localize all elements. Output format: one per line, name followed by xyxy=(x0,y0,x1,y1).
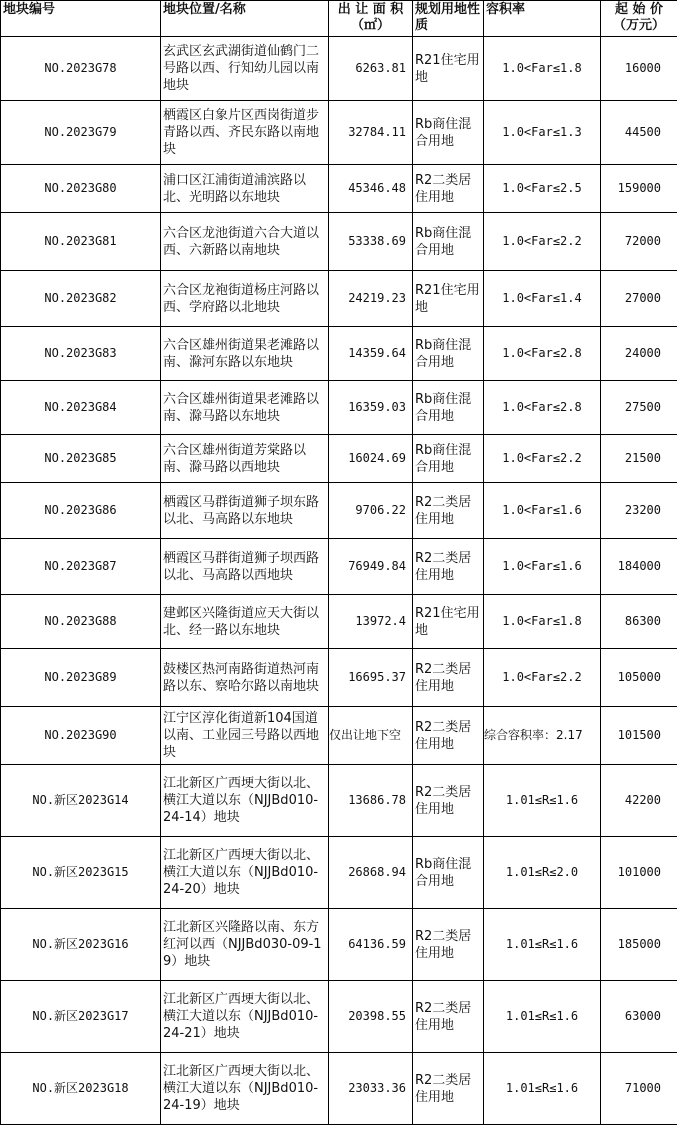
area-cell: 64136.59 xyxy=(329,909,413,981)
parcel-id-cell: NO.2023G84 xyxy=(1,381,161,435)
parcel-id-cell: NO.2023G80 xyxy=(1,165,161,213)
far-cell: 1.0<Far≤1.8 xyxy=(484,37,601,101)
land-use-cell: R2二类居住用地 xyxy=(413,165,484,213)
start-price-cell: 21500 xyxy=(601,435,677,483)
area-cell: 6263.81 xyxy=(329,37,413,101)
far-cell: 1.0<Far≤1.6 xyxy=(484,539,601,595)
area-cell: 14359.64 xyxy=(329,327,413,381)
location-cell: 六合区雄州街道芳棠路以南、滁马路以西地块 xyxy=(161,435,329,483)
far-cell: 1.01≤R≤1.6 xyxy=(484,909,601,981)
start-price-cell: 23200 xyxy=(601,483,677,539)
header-area: 出 让 面 积（㎡） xyxy=(329,1,413,37)
area-cell: 32784.11 xyxy=(329,101,413,165)
far-cell: 1.0<Far≤2.2 xyxy=(484,213,601,271)
location-cell: 江北新区广西埂大街以北、横江大道以东（NJJBd010-24-14）地块 xyxy=(161,765,329,837)
far-cell: 1.0<Far≤2.5 xyxy=(484,165,601,213)
area-cell: 76949.84 xyxy=(329,539,413,595)
land-use-cell: R2二类居住用地 xyxy=(413,981,484,1053)
parcel-id-cell: NO.2023G86 xyxy=(1,483,161,539)
location-cell: 建邺区兴隆街道应天大街以北、经一路以东地块 xyxy=(161,595,329,649)
land-use-cell: Rb商住混合用地 xyxy=(413,381,484,435)
parcel-id-cell: NO.2023G88 xyxy=(1,595,161,649)
land-use-cell: R2二类居住用地 xyxy=(413,483,484,539)
start-price-cell: 105000 xyxy=(601,649,677,707)
location-cell: 六合区龙袍街道杨庄河路以西、学府路以北地块 xyxy=(161,271,329,327)
area-cell: 16359.03 xyxy=(329,381,413,435)
start-price-cell: 101000 xyxy=(601,837,677,909)
table-row xyxy=(1,37,677,101)
far-cell: 1.0<Far≤2.8 xyxy=(484,381,601,435)
start-price-cell: 101500 xyxy=(601,707,677,765)
parcel-id-cell: NO.2023G87 xyxy=(1,539,161,595)
far-cell: 1.01≤R≤1.6 xyxy=(484,765,601,837)
far-cell: 综合容积率：2.17 xyxy=(484,707,601,765)
parcel-id-cell: NO.2023G83 xyxy=(1,327,161,381)
land-use-cell: R21住宅用地 xyxy=(413,37,484,101)
start-price-cell: 16000 xyxy=(601,37,677,101)
area-cell: 23033.36 xyxy=(329,1053,413,1125)
land-use-cell: R21住宅用地 xyxy=(413,595,484,649)
parcel-id-cell: NO.2023G85 xyxy=(1,435,161,483)
location-cell: 六合区龙池街道六合大道以西、六新路以南地块 xyxy=(161,213,329,271)
area-cell: 13972.4 xyxy=(329,595,413,649)
land-use-cell: Rb商住混合用地 xyxy=(413,435,484,483)
parcel-id-cell: NO.2023G78 xyxy=(1,37,161,101)
far-cell: 1.0<Far≤1.3 xyxy=(484,101,601,165)
start-price-cell: 159000 xyxy=(601,165,677,213)
location-cell: 江北新区广西埂大街以北、横江大道以东（NJJBd010-24-20）地块 xyxy=(161,837,329,909)
far-cell: 1.01≤R≤1.6 xyxy=(484,981,601,1053)
header-parcel-id: 地块编号 xyxy=(1,1,161,37)
location-cell: 浦口区江浦街道浦滨路以北、光明路以东地块 xyxy=(161,165,329,213)
area-cell: 45346.48 xyxy=(329,165,413,213)
far-cell: 1.0<Far≤2.8 xyxy=(484,327,601,381)
header-start-price: 起 始 价（万元） xyxy=(601,1,677,37)
area-cell: 13686.78 xyxy=(329,765,413,837)
area-cell: 9706.22 xyxy=(329,483,413,539)
parcel-id-cell: NO.新区2023G17 xyxy=(1,981,161,1053)
header-land-use: 规划用地性质 xyxy=(413,1,484,37)
location-cell: 栖霞区白象片区西岗街道步青路以西、齐民东路以南地块 xyxy=(161,101,329,165)
start-price-cell: 44500 xyxy=(601,101,677,165)
table-row xyxy=(1,213,677,271)
start-price-cell: 185000 xyxy=(601,909,677,981)
area-cell: 16695.37 xyxy=(329,649,413,707)
start-price-cell: 86300 xyxy=(601,595,677,649)
area-cell: 仅出让地下空 xyxy=(329,707,413,765)
parcel-id-cell: NO.2023G89 xyxy=(1,649,161,707)
parcel-id-cell: NO.2023G79 xyxy=(1,101,161,165)
far-cell: 1.0<Far≤1.4 xyxy=(484,271,601,327)
header-location: 地块位置/名称 xyxy=(161,1,329,37)
land-use-cell: R2二类居住用地 xyxy=(413,1053,484,1125)
table-row xyxy=(1,483,677,539)
location-cell: 六合区雄州街道果老滩路以南、滁河东路以东地块 xyxy=(161,327,329,381)
far-cell: 1.0<Far≤1.6 xyxy=(484,483,601,539)
land-use-cell: Rb商住混合用地 xyxy=(413,837,484,909)
parcel-id-cell: NO.2023G90 xyxy=(1,707,161,765)
table-row xyxy=(1,435,677,483)
table-row xyxy=(1,765,677,837)
parcel-id-cell: NO.2023G81 xyxy=(1,213,161,271)
table-row xyxy=(1,381,677,435)
land-use-cell: R2二类居住用地 xyxy=(413,649,484,707)
parcel-id-cell: NO.新区2023G18 xyxy=(1,1053,161,1125)
start-price-cell: 42200 xyxy=(601,765,677,837)
location-cell: 江宁区淳化街道新104国道以南、工业园三号路以西地块 xyxy=(161,707,329,765)
header-row xyxy=(1,1,677,37)
parcel-id-cell: NO.新区2023G16 xyxy=(1,909,161,981)
start-price-cell: 27000 xyxy=(601,271,677,327)
location-cell: 江北新区广西埂大街以北、横江大道以东（NJJBd010-24-19）地块 xyxy=(161,1053,329,1125)
location-cell: 六合区雄州街道果老滩路以南、滁马路以东地块 xyxy=(161,381,329,435)
start-price-cell: 184000 xyxy=(601,539,677,595)
far-cell: 1.0<Far≤2.2 xyxy=(484,435,601,483)
area-cell: 20398.55 xyxy=(329,981,413,1053)
start-price-cell: 63000 xyxy=(601,981,677,1053)
table-row xyxy=(1,101,677,165)
land-use-cell: R2二类居住用地 xyxy=(413,765,484,837)
area-cell: 24219.23 xyxy=(329,271,413,327)
parcel-id-cell: NO.2023G82 xyxy=(1,271,161,327)
far-cell: 1.0<Far≤2.2 xyxy=(484,649,601,707)
land-use-cell: R2二类居住用地 xyxy=(413,539,484,595)
table-row xyxy=(1,981,677,1053)
start-price-cell: 24000 xyxy=(601,327,677,381)
location-cell: 玄武区玄武湖街道仙鹤门二号路以西、行知幼儿园以南地块 xyxy=(161,37,329,101)
table-row xyxy=(1,837,677,909)
land-use-cell: R2二类居住用地 xyxy=(413,707,484,765)
parcel-id-cell: NO.新区2023G15 xyxy=(1,837,161,909)
table-row xyxy=(1,595,677,649)
table-row xyxy=(1,271,677,327)
area-cell: 16024.69 xyxy=(329,435,413,483)
far-cell: 1.01≤R≤2.0 xyxy=(484,837,601,909)
table-row xyxy=(1,539,677,595)
location-cell: 鼓楼区热河南路街道热河南路以东、察哈尔路以南地块 xyxy=(161,649,329,707)
table-row xyxy=(1,327,677,381)
location-cell: 栖霞区马群街道狮子坝西路以北、马高路以西地块 xyxy=(161,539,329,595)
location-cell: 江北新区广西埂大街以北、横江大道以东（NJJBd010-24-21）地块 xyxy=(161,981,329,1053)
parcel-id-cell: NO.新区2023G14 xyxy=(1,765,161,837)
far-cell: 1.01≤R≤1.6 xyxy=(484,1053,601,1125)
table-row xyxy=(1,165,677,213)
area-cell: 53338.69 xyxy=(329,213,413,271)
land-use-cell: Rb商住混合用地 xyxy=(413,213,484,271)
area-cell: 26868.94 xyxy=(329,837,413,909)
far-cell: 1.0<Far≤1.8 xyxy=(484,595,601,649)
location-cell: 栖霞区马群街道狮子坝东路以北、马高路以东地块 xyxy=(161,483,329,539)
header-far: 容积率 xyxy=(484,1,601,37)
table-row xyxy=(1,707,677,765)
table-row xyxy=(1,909,677,981)
start-price-cell: 72000 xyxy=(601,213,677,271)
start-price-cell: 71000 xyxy=(601,1053,677,1125)
land-use-cell: R21住宅用地 xyxy=(413,271,484,327)
land-use-cell: Rb商住混合用地 xyxy=(413,101,484,165)
land-use-cell: R2二类居住用地 xyxy=(413,909,484,981)
table-row xyxy=(1,1053,677,1125)
location-cell: 江北新区兴隆路以南、东方红河以西（NJJBd030-09-19）地块 xyxy=(161,909,329,981)
table-row xyxy=(1,649,677,707)
land-use-cell: Rb商住混合用地 xyxy=(413,327,484,381)
start-price-cell: 27500 xyxy=(601,381,677,435)
